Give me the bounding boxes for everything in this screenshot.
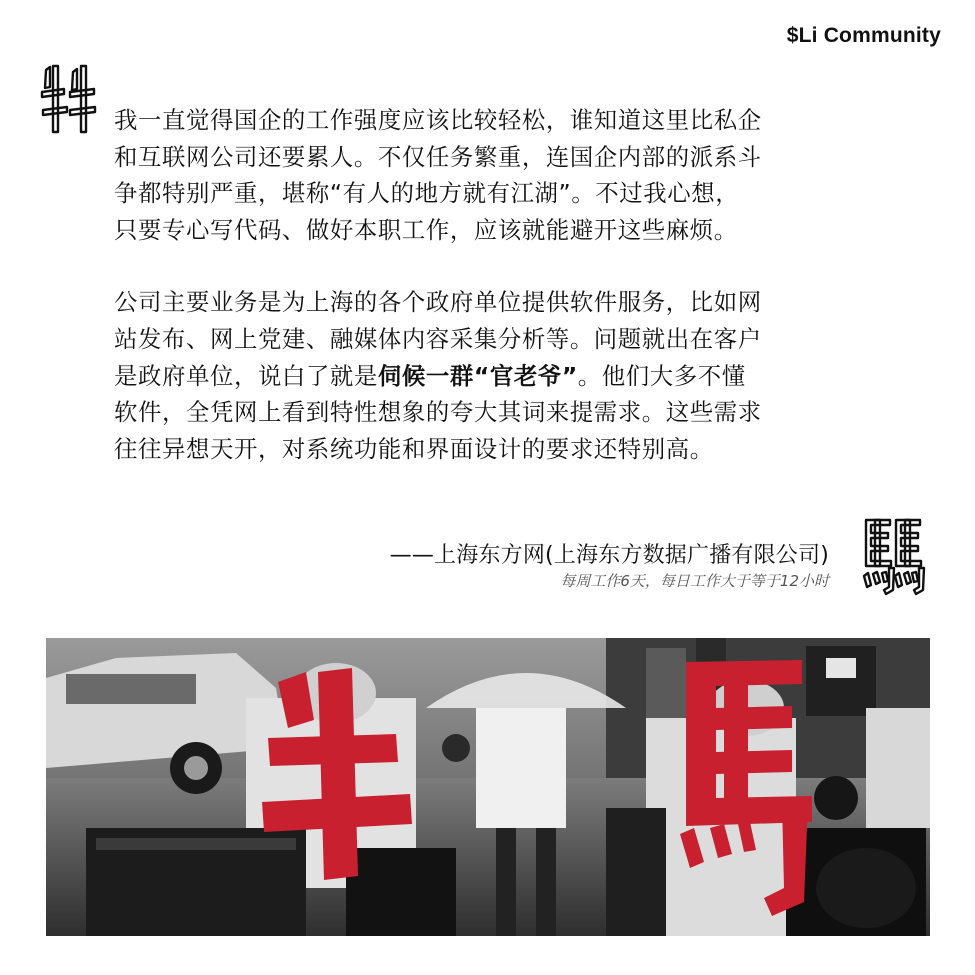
paragraph-1	[114, 102, 894, 248]
work-hours-note: 每周工作6天，每日工作大于等于12小时	[560, 572, 829, 590]
brand-label: $Li Community	[786, 24, 941, 47]
ma-ma-glyph-icon	[862, 514, 926, 596]
paragraph-2-line: 软件，全凭网上看到特性想象的夸大其词来提需求。这些需求	[114, 398, 762, 427]
niu-niu-glyph-icon	[40, 62, 98, 136]
paragraph-1-line: 我一直觉得国企的工作强度应该比较轻松，谁知道这里比私企	[114, 106, 762, 134]
paragraph-2-line: 站发布、网上党建、融媒体内容采集分析等。问题就出在客户	[114, 324, 762, 353]
article-body	[114, 102, 894, 467]
paragraph-2-line: 往往异想天开，对系统功能和界面设计的要求还特别高。	[114, 434, 714, 463]
paragraph-1-line: 和互联网公司还要累人。不仅任务繁重，连国企内部的派系斗	[114, 142, 762, 171]
paragraph-2-line: 公司主要业务是为上海的各个政府单位提供软件服务，比如网	[114, 288, 762, 317]
paragraph-2-text: 。他们大多不懂	[577, 361, 746, 390]
street-photo	[46, 638, 930, 936]
paragraph-2-line	[114, 358, 894, 395]
source-attribution: ——上海东方网(上海东方数据广播有限公司)	[389, 543, 829, 568]
paragraph-1-line: 只要专心写代码、做好本职工作，应该就能避开这些麻烦。	[114, 215, 738, 244]
paragraph-2-text: 是政府单位，说白了就是	[114, 361, 378, 390]
street-scene-image	[46, 638, 930, 936]
paragraph-1-line: 争都特别严重，堪称“有人的地方就有江湖”。不过我心想，	[114, 179, 740, 208]
paragraph-2	[114, 284, 894, 467]
emphasis-text: 伺候一群“官老爷”	[377, 361, 578, 390]
